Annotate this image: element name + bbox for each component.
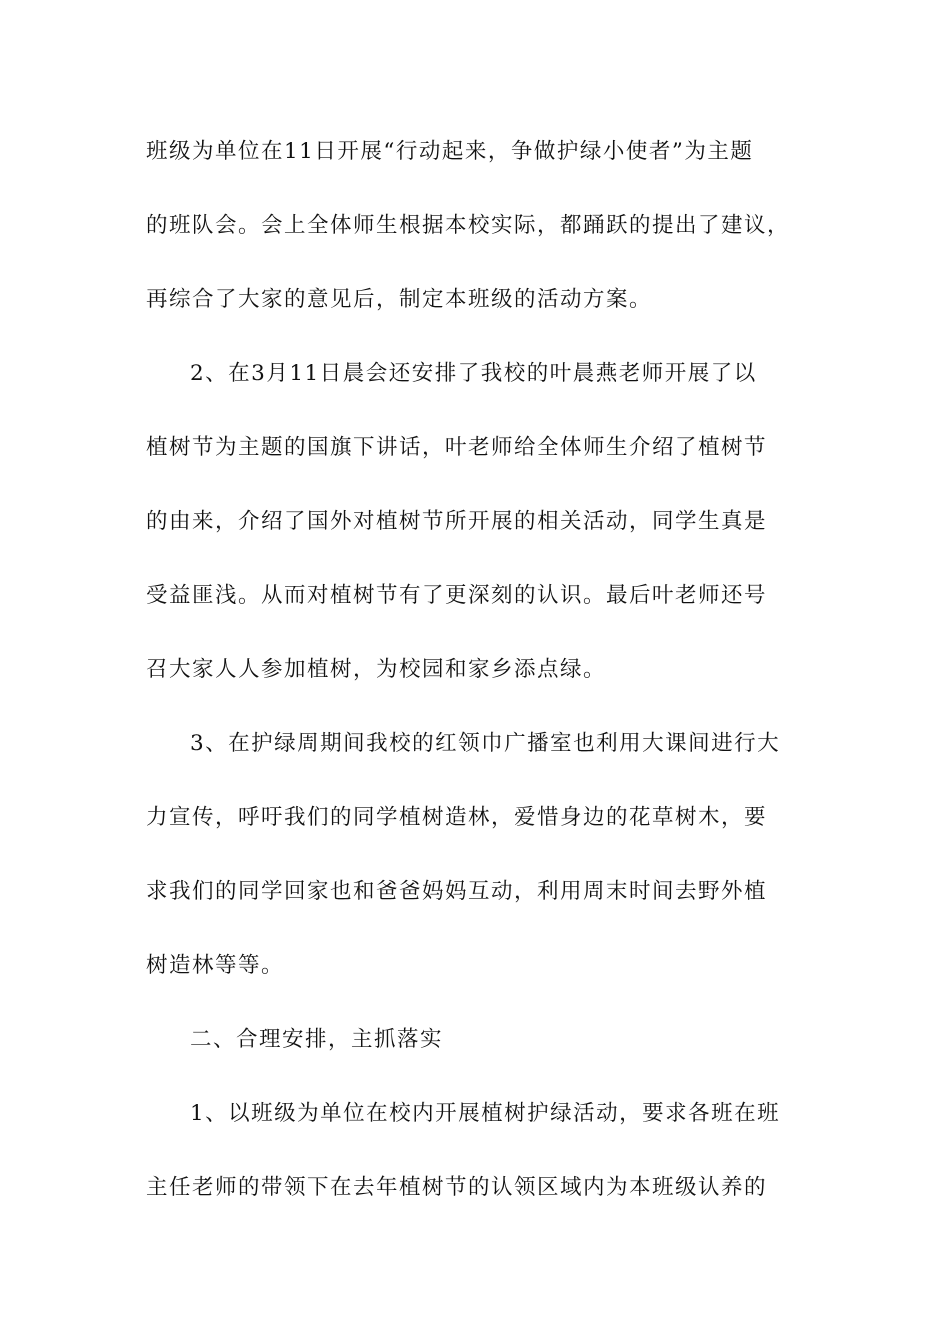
text-line: 树造林等等。	[146, 953, 285, 978]
text-line: 主任老师的带领下在去年植树节的认领区域内为本班级认养的	[146, 1175, 768, 1200]
text-line: 植树节为主题的国旗下讲话，叶老师给全体师生介绍了植树节	[146, 435, 768, 460]
text-line: 受益匪浅。从而对植树节有了更深刻的认识。最后叶老师还号	[146, 583, 768, 608]
text-line: 力宣传，呼吁我们的同学植树造林，爱惜身边的花草树木，要	[146, 805, 768, 830]
text-line: 再综合了大家的意见后，制定本班级的活动方案。	[146, 287, 653, 312]
section-heading: 二、合理安排，主抓落实	[190, 1027, 444, 1052]
text-line: 的班队会。会上全体师生根据本校实际，都踊跃的提出了建议，	[146, 213, 791, 238]
text-line: 的由来，介绍了国外对植树节所开展的相关活动，同学生真是	[146, 509, 768, 534]
text-line: 求我们的同学回家也和爸爸妈妈互动，利用周末时间去野外植	[146, 879, 768, 904]
paragraph-start-line: 1、以班级为单位在校内开展植树护绿活动，要求各班在班	[190, 1101, 781, 1126]
paragraph-start-line: 2、在3月11日晨会还安排了我校的叶晨燕老师开展了以	[190, 361, 757, 386]
paragraph-start-line: 3、在护绿周期间我校的红领巾广播室也利用大课间进行大	[190, 731, 781, 756]
text-line: 班级为单位在11日开展“行动起来，争做护绿小使者”为主题	[146, 139, 754, 164]
text-line: 召大家人人参加植树，为校园和家乡添点绿。	[146, 657, 607, 682]
